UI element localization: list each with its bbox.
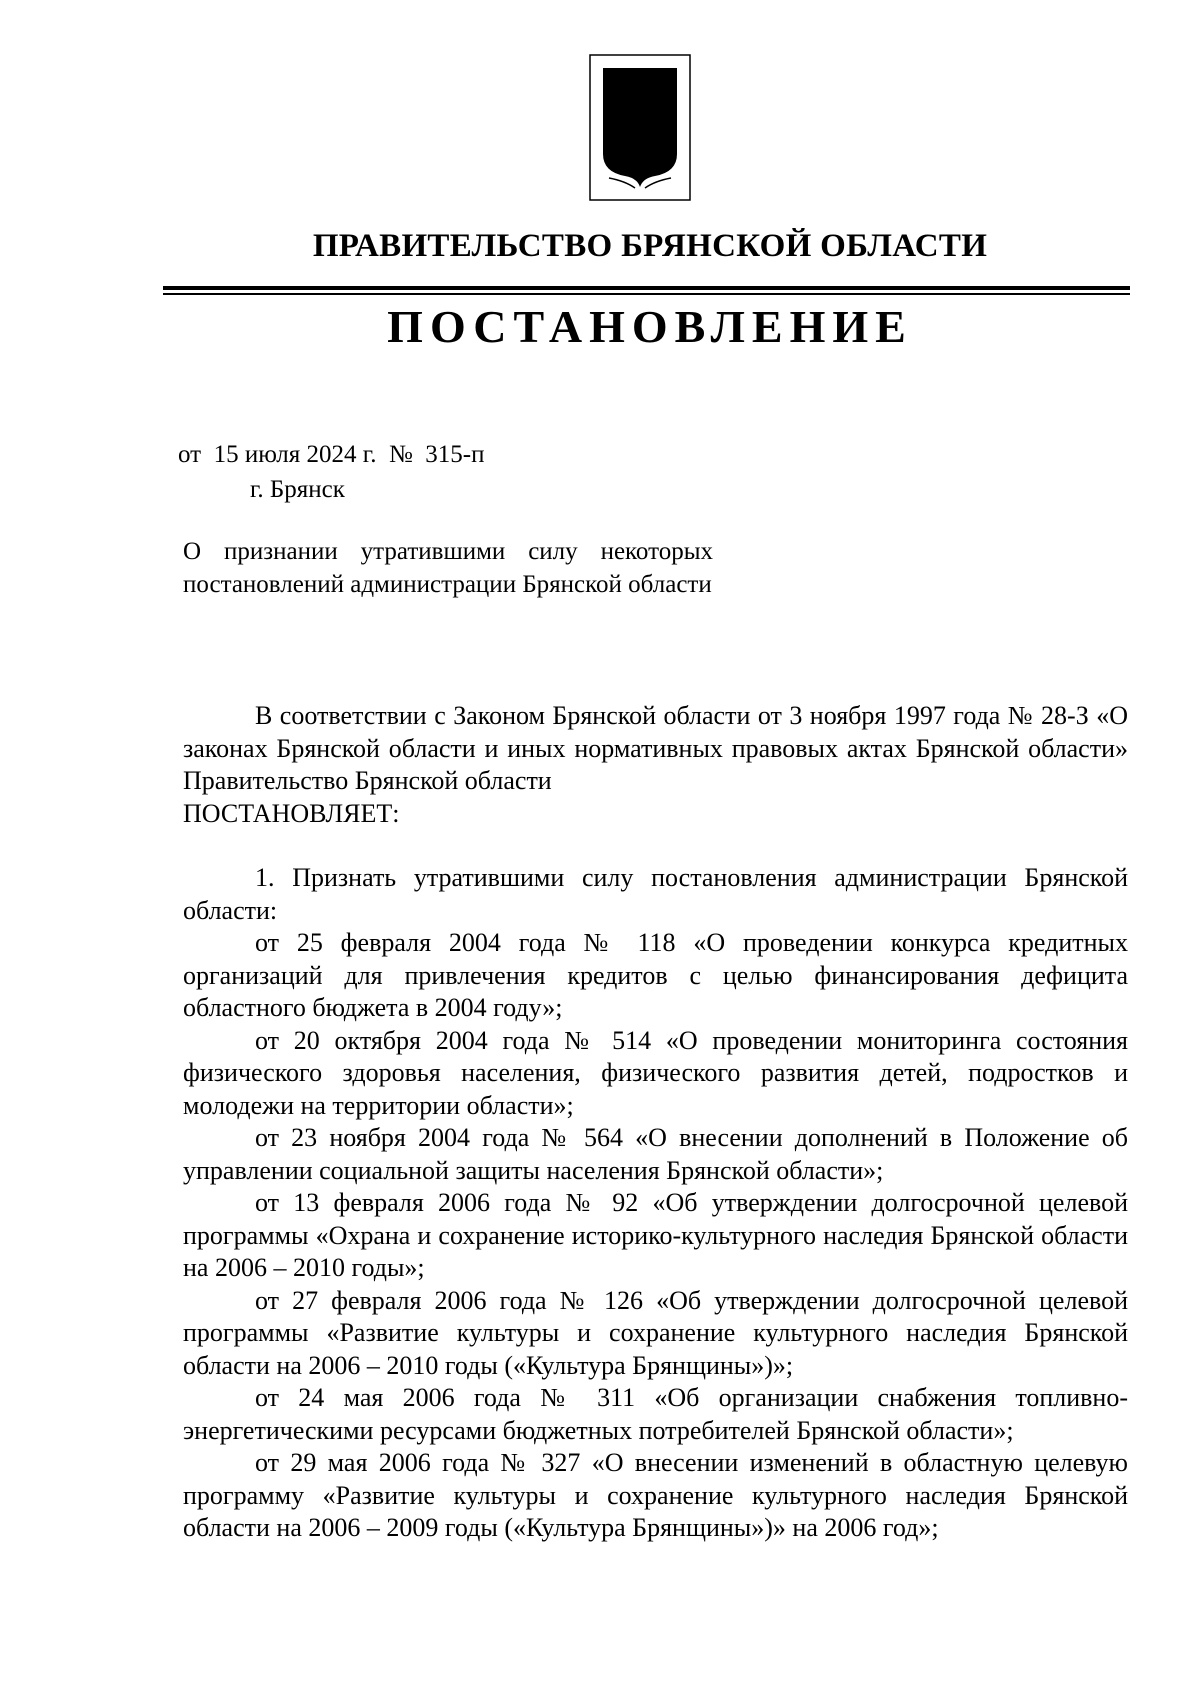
document-subject: О признании утратившими силу некоторых постановлений администрации Брянской области (183, 538, 713, 598)
repealed-act-item: от 24 мая 2006 года № 311 «Об организации снабжения топливно-энергетическими ресурсами бюджетных потребителей Брянской области»; (183, 1383, 1128, 1445)
repealed-act-item: от 23 ноября 2004 года № 564 «О внесении дополнений в Положение об управлении социальной защиты населения Брянской области»; (183, 1123, 1128, 1185)
item-1-intro: 1. Признать утратившими силу постановления администрации Брянской области: (183, 863, 1128, 925)
document-type-title: ПОСТАНОВЛЕНИЕ (387, 301, 913, 352)
repealed-act-item: от 29 мая 2006 года № 327 «О внесении изменений в областную целевую программу «Развитие культуры и сохранение культурного наследия Брянской области на 2006 – 2009 годы («Культура Брянщины»)» на 2006 год»; (183, 1448, 1128, 1542)
document-body (183, 700, 1128, 1545)
resolves-word: ПОСТАНОВЛЯЕТ: (183, 798, 400, 828)
repealed-act-item: от 27 февраля 2006 года № 126 «Об утверждении долгосрочной целевой программы «Развитие культуры и сохранение культурного наследия Брянской области на 2006 – 2010 годы («Культура Брянщины»)»; (183, 1285, 1128, 1380)
repealed-act-item: от 25 февраля 2004 года № 118 «О проведении конкурса кредитных организаций для привлечения кредитов с целью финансирования дефицита областного бюджета в 2004 году»; (183, 928, 1128, 1022)
city-line: г. Брянск (250, 476, 345, 503)
document-meta (178, 437, 485, 507)
header-divider (163, 286, 1130, 296)
date-number-line: от 15 июля 2024 г. № 315-п (178, 441, 485, 468)
repealed-act-item: от 13 февраля 2006 года № 92 «Об утверждении долгосрочной целевой программы «Охрана и сохранение историко-культурного наследия Брянской области на 2006 – 2010 годы»; (183, 1188, 1128, 1282)
government-title: ПРАВИТЕЛЬСТВО БРЯНСКОЙ ОБЛАСТИ (312, 228, 988, 264)
coat-of-arms-emblem (589, 54, 691, 201)
repealed-act-item: от 20 октября 2004 года № 514 «О проведении мониторинга состояния физического здоровья населения, физического развития детей, подростков и молодежи на территории области»; (183, 1025, 1128, 1120)
preamble-paragraph: В соответствии с Законом Брянской области от 3 ноября 1997 года № 28-З «О законах Брянской области и иных нормативных правовых актах Брянской области» Правительство Брянской области (183, 701, 1128, 795)
